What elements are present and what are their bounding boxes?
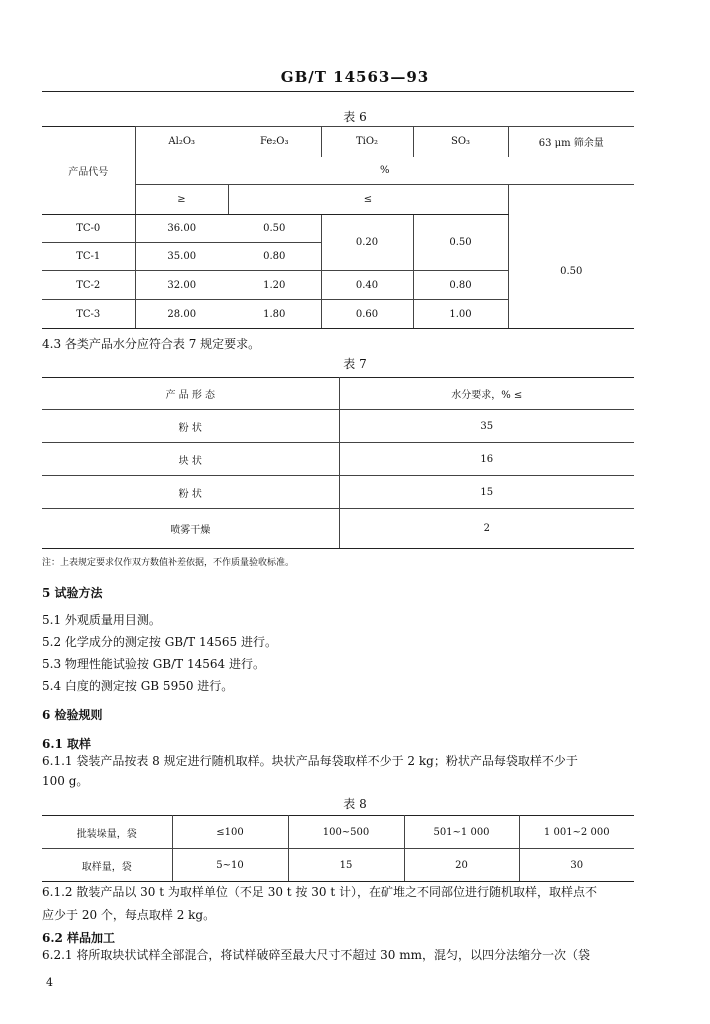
- section-6-1-2-cont: 应少于 20 个，每点取样 2 kg。: [42, 908, 216, 922]
- page-header: GB/T 14563—93: [280, 68, 430, 86]
- table6-cell: 28.00: [135, 300, 228, 329]
- table7-value: 2: [339, 509, 634, 549]
- table8-cell: 15: [288, 849, 404, 882]
- table6-col-so3: SO₃: [413, 127, 508, 157]
- table8-caption: 表 8: [343, 797, 367, 811]
- section-5-3: 5.3 物理性能试验按 GB/T 14564 进行。: [42, 657, 265, 671]
- table6-cell: 1.80: [228, 300, 321, 329]
- table6-cell: 1.00: [413, 300, 508, 329]
- table7-form: 块 状: [42, 443, 339, 476]
- section-5-1: 5.1 外观质量用目测。: [42, 613, 161, 627]
- section-6-1: 6.1 取样: [42, 737, 92, 751]
- table7-form: 粉 状: [42, 476, 339, 509]
- table6-blank: [508, 185, 634, 215]
- table6-cell: 0.80: [228, 243, 321, 271]
- table6-cell: 0.20: [321, 215, 413, 271]
- table8-cell: 30: [519, 849, 634, 882]
- table6-cell: 35.00: [135, 243, 228, 271]
- table6: [42, 126, 634, 329]
- table6-cell: 0.50: [413, 215, 508, 271]
- table6-code: TC-1: [42, 243, 135, 271]
- table7-note: 注：上表规定要求仅作双方数值补差依据，不作质量验收标准。: [42, 558, 295, 568]
- header-rule: [42, 91, 634, 92]
- table6-col-sieve: 63 μm 筛余量: [508, 127, 634, 157]
- table6-code: TC-2: [42, 271, 135, 300]
- section-4-3: 4.3 各类产品水分应符合表 7 规定要求。: [42, 337, 261, 351]
- table6-col-product: 产品代号: [42, 127, 135, 215]
- table8-cell: 5~10: [172, 849, 288, 882]
- table8-cell: 501~1 000: [404, 816, 519, 849]
- table6-cell: 0.80: [413, 271, 508, 300]
- table8-row1-label: 批装垛量，袋: [42, 816, 172, 849]
- table6-cell: 0.40: [321, 271, 413, 300]
- section-5-4: 5.4 白度的测定按 GB 5950 进行。: [42, 679, 234, 693]
- table7-value: 16: [339, 443, 634, 476]
- table6-col-fe2o3: Fe₂O₃: [228, 127, 321, 157]
- table7-form: 粉 状: [42, 410, 339, 443]
- table8-row2-label: 取样量，袋: [42, 849, 172, 882]
- table6-cell: 1.20: [228, 271, 321, 300]
- page-number: 4: [46, 976, 53, 989]
- section-6-title: 6 检验规则: [42, 708, 103, 722]
- table6-code: TC-0: [42, 215, 135, 243]
- table7-head-moisture: 水分要求，% ≤: [339, 378, 634, 410]
- table7-form: 喷雾干燥: [42, 509, 339, 549]
- table8-cell: 100~500: [288, 816, 404, 849]
- section-6-1-1-cont: 100 g。: [42, 774, 89, 788]
- table6-col-tio2: TiO₂: [321, 127, 413, 157]
- table6-caption: 表 6: [343, 110, 367, 124]
- section-5-title: 5 试验方法: [42, 586, 103, 600]
- section-5-2: 5.2 化学成分的测定按 GB/T 14565 进行。: [42, 635, 277, 649]
- table6-col-al2o3: Al₂O₃: [135, 127, 228, 157]
- section-6-2: 6.2 样品加工: [42, 931, 116, 945]
- table7-value: 15: [339, 476, 634, 509]
- table6-cell: 32.00: [135, 271, 228, 300]
- table6-cell: 0.60: [321, 300, 413, 329]
- section-6-2-1: 6.2.1 将所取块状试样全部混合，将试样破碎至最大尺寸不超过 30 mm，混匀，以四分法缩分一次（袋: [42, 948, 591, 962]
- table8-cell: 20: [404, 849, 519, 882]
- table6-unit: %: [135, 157, 634, 185]
- table7-caption: 表 7: [343, 357, 367, 371]
- section-6-1-2: 6.1.2 散装产品以 30 t 为取样单位（不足 30 t 按 30 t 计），在矿堆之不同部位进行随机取样，取样点不: [42, 885, 597, 899]
- table8-cell: 1 001~2 000: [519, 816, 634, 849]
- table6-cell: 0.50: [508, 215, 634, 329]
- table6-cell: 0.50: [228, 215, 321, 243]
- table7-head-form: 产 品 形 态: [42, 378, 339, 410]
- table6-le: ≤: [228, 185, 508, 215]
- table6-code: TC-3: [42, 300, 135, 329]
- table8-cell: ≤100: [172, 816, 288, 849]
- table7-value: 35: [339, 410, 634, 443]
- table6-cell: 36.00: [135, 215, 228, 243]
- table7: [42, 377, 634, 549]
- table8: [42, 815, 634, 882]
- table6-ge: ≥: [135, 185, 228, 215]
- section-6-1-1: 6.1.1 袋装产品按表 8 规定进行随机取样。块状产品每袋取样不少于 2 kg；粉状产品每袋取样不少于: [42, 754, 578, 768]
